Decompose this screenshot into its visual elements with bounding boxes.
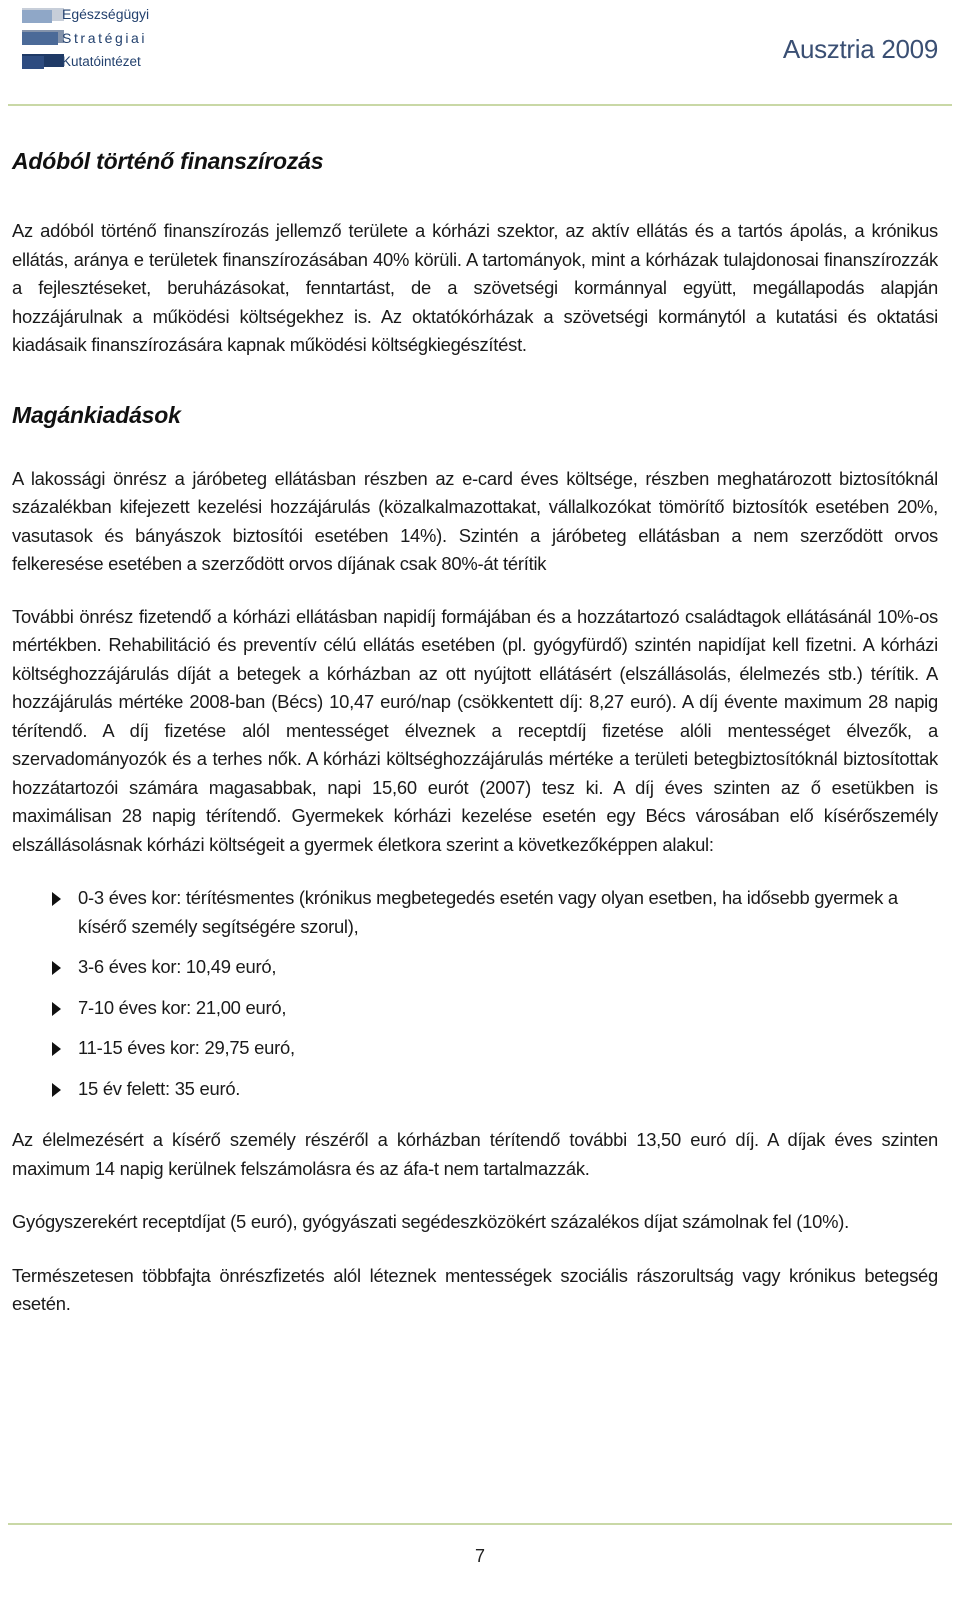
logo-line-2: Stratégiai: [62, 30, 148, 46]
logo-text: [62, 6, 162, 70]
list-item: 15 év felett: 35 euró.: [12, 1075, 938, 1104]
bullet-arrow-icon: [52, 1042, 61, 1056]
list-item: 3-6 éves kor: 10,49 euró,: [12, 953, 938, 982]
paragraph-exemptions: Természetesen többfajta önrészfizetés alól léteznek mentességek szociális rászorultság vagy krónikus betegség esetén.: [12, 1264, 938, 1314]
page-content: [12, 148, 938, 1319]
bullet-arrow-icon: [52, 1002, 61, 1016]
paragraph-outpatient-copay: A lakossági önrész a járóbeteg ellátásban részben az e-card éves költsége, részben meghatározott biztosítóknál százalékban kifejezett kezelési hozzájárulás (közalkalmazottakat, vállalkozókat tömörítő biztosítók esetében 20%, vasutasok és bányászok biztosítói esetében 14%). Szintén a járóbeteg ellátásban a nem szerződött orvos felkeresése esetében a szerződött orvos díjának csak 80%-át térítik: [12, 467, 938, 574]
footer-divider: [8, 1523, 952, 1525]
paragraph-hospital-copay: További önrész fizetendő a kórházi ellátásban napidíj formájában és a hozzátartozó családtagok ellátásánál 10%-os mértékben. Rehabilitáció és preventív célú ellátás esetében (pl. gyógyfürdő) szintén napidíjat kell fizetni. A kórházi költséghozzájárulás díját a betegek a kórházban az ott nyújtott ellátásért (elszállásolás, élelmezés stb.) térítik. A hozzájárulás mértéke 2008-ban (Bécs) 10,47 euró/nap (csökkentett díj: 8,27 euró). A díj évente maximum 28 napig térítendő. A díj fizetése alól mentességet élveznek a receptdíj fizetése alóli mentességet élvezők, a szervadományozók és a terhes nők. A kórházi költséghozzájárulás mértéke a területi betegbiztosítóknál biztosítottak hozzátartozói számára magasabbak, napi 15,60 eurót (2007) tesz ki. A díj éves szinten az ő esetükben is maximálisan 28 napig térítendő. Gyermekek kórházi kezelése esetén egy Bécs városában elő kísérőszemély elszállásolásnak kórházi költségeit a gyermek életkora szerint a következőképpen alakul:: [12, 605, 938, 855]
escort-fee-list: [12, 884, 938, 1103]
bullet-arrow-icon: [52, 961, 61, 975]
logo-line-3: Kutatóintézet: [62, 54, 141, 69]
list-item: 0-3 éves kor: térítésmentes (krónikus megbetegedés esetén vagy olyan esetben, ha idősebb gyermek a kísérő személy segítségére szorul),: [12, 884, 938, 941]
bullet-arrow-icon: [52, 1083, 61, 1097]
bullet-arrow-icon: [52, 892, 61, 906]
list-item: 7-10 éves kor: 21,00 euró,: [12, 994, 938, 1023]
document-title: Ausztria 2009: [782, 34, 938, 64]
section-heading-tax-financing: Adóból történő finanszírozás: [12, 148, 324, 174]
paragraph-prescription-fee: Gyógyszerekért receptdíjat (5 euró), gyógyászati segédeszközökért százalékos díjat számolnak fel (10%).: [12, 1211, 849, 1232]
paragraph-tax-financing: Az adóból történő finanszírozás jellemző területe a kórházi szektor, az aktív ellátás és a tartós ápolás, a krónikus ellátás, aránya e területek finanszírozásában 40% körüli. A tartományok, mint a kórházak tulajdonosai finanszírozzák a fejlesztéseket, beruházásokat, fenntartást, de a szövetségi kormánnyal együtt, megállapodás alapján hozzájárulnak a működési költségekhez is. Az oktatókórházak a szövetségi kormánytól a kutatási és oktatási kiadásaik finanszírozására kapnak működési költségkiegészítést.: [12, 220, 938, 355]
logo-line-1: Egészségügyi: [62, 6, 150, 22]
list-item: 11-15 éves kor: 29,75 euró,: [12, 1034, 938, 1063]
institute-logo: [22, 6, 162, 70]
paragraph-meals-fee: Az élelmezésért a kísérő személy részéről a kórházban térítendő további 13,50 euró díj. A díjak éves szinten maximum 14 napig kerülnek felszámolásra és az áfa-t nem tartalmazzák.: [12, 1129, 938, 1179]
page-number: 7: [474, 1546, 485, 1566]
header-divider: [8, 104, 952, 106]
page-header: [0, 0, 960, 108]
section-heading-private-expenditure: Magánkiadások: [12, 401, 181, 428]
logo-bars-graphic: [22, 6, 64, 70]
